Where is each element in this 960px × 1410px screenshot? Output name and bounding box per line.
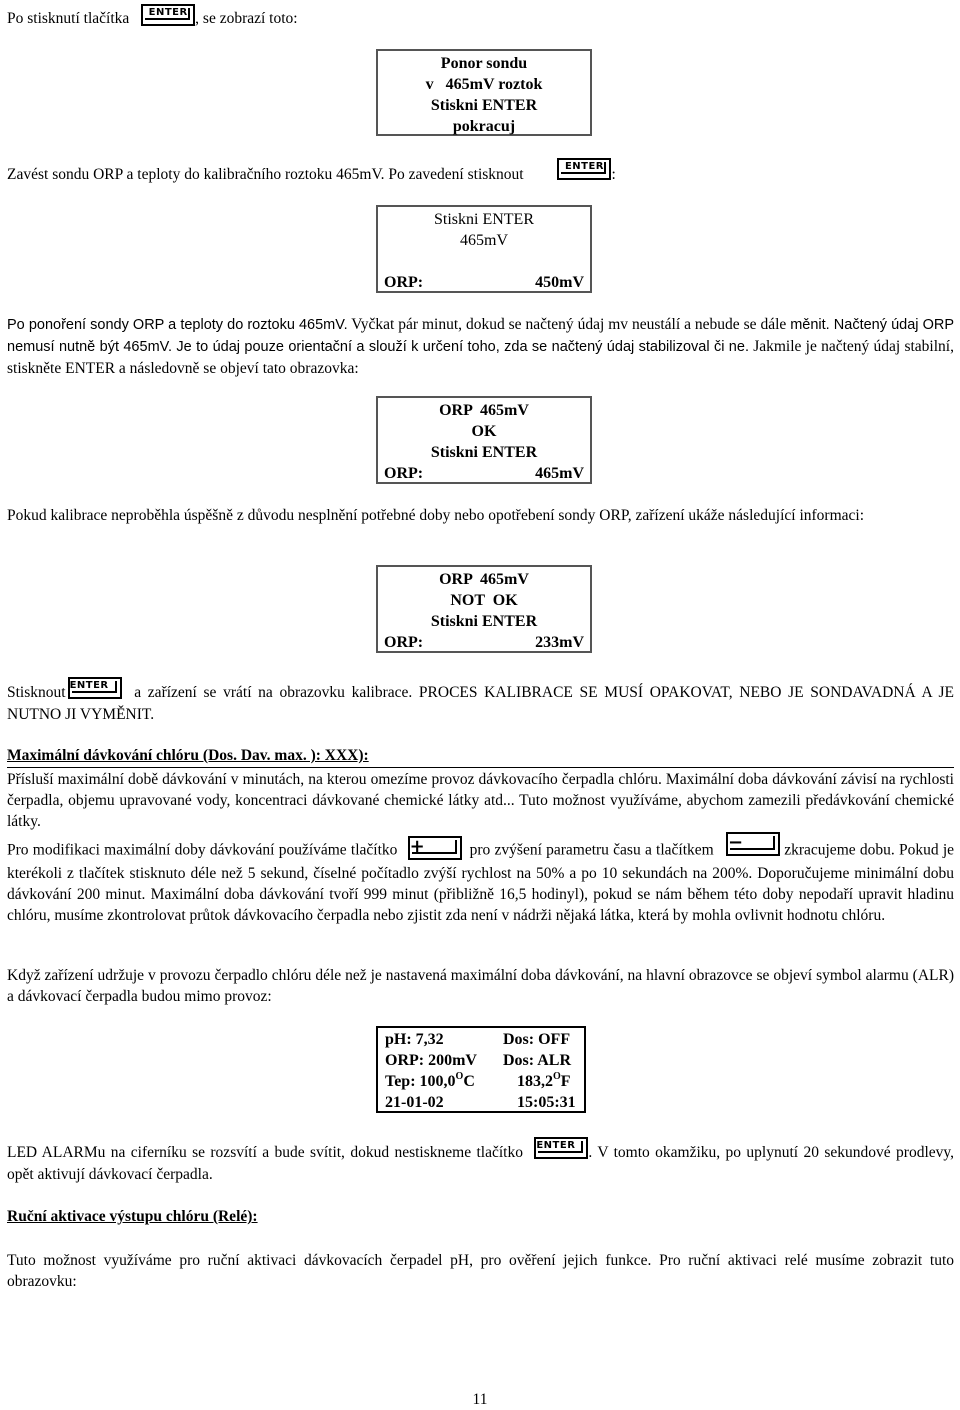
temp-celsius: Tep: $100,0^OC$ bbox=[385, 1070, 475, 1090]
paragraph-alarm bbox=[7, 965, 954, 1007]
display-screen-2 bbox=[376, 205, 592, 293]
para-text: pro zvýšení parametru času a tlačítkem bbox=[469, 841, 714, 859]
screen-row bbox=[385, 1050, 578, 1071]
dos-status: Dos: OFF bbox=[503, 1031, 571, 1048]
para-text: měnit. Načtený údaj ORP nemusí nutně být 465mV. Je to údaj pouze orientační a slouží k určení toho, zda se načtený údaj stabilizoval či ne. bbox=[7, 317, 954, 355]
para-text: Vyčkat pár minut, dokud se načtený údaj mv neustálí a nebude se dále bbox=[347, 316, 787, 333]
display-screen-3 bbox=[376, 396, 592, 484]
intro-line bbox=[7, 8, 954, 30]
para-text: Pro modifikaci maximální doby dávkování používáme tlačítko bbox=[7, 841, 398, 859]
screen-line: Stiskni ENTER bbox=[430, 444, 538, 461]
ph-reading: pH: 7,32 bbox=[385, 1031, 444, 1048]
instruction-line bbox=[7, 161, 954, 186]
orp-label: ORP: bbox=[384, 634, 424, 651]
orp-label: ORP: bbox=[384, 274, 424, 291]
plus-button-icon: + bbox=[408, 836, 462, 860]
enter-button-icon: ENTER bbox=[534, 1137, 588, 1159]
intro-text: Po stisknutí tlačítka bbox=[7, 10, 130, 27]
paragraph-calibration-failure bbox=[7, 505, 954, 526]
screen-line: Ponor sondu bbox=[440, 55, 528, 72]
para-text: Když zařízení udržuje v provozu čerpadlo chlóru déle než je nastavená maximální doba dávkování, na hlavní obrazovce se objeví symbol alarmu (ALR) a dávkovací čerpadla budou mimo provoz: bbox=[7, 967, 954, 1005]
screen-line: OK bbox=[471, 423, 497, 440]
paragraph-max-dosing bbox=[7, 769, 954, 832]
para-text: LED ALARMu na ciferníku se rozsvítí a bude svítit, dokud nestiskneme tlačítko bbox=[7, 1144, 523, 1161]
screen-line: Stiskni ENTER bbox=[430, 613, 538, 630]
screen-line: ORP 465mV bbox=[439, 571, 529, 588]
main-display-screen bbox=[376, 1026, 586, 1113]
paragraph-repeat-calibration bbox=[7, 682, 954, 725]
page-number: 11 bbox=[472, 1391, 488, 1408]
screen-line: pokracuj bbox=[452, 118, 516, 135]
orp-label: ORP: bbox=[384, 465, 424, 482]
screen-row bbox=[385, 1071, 578, 1092]
para-text: Po ponoření sondy ORP a teploty do roztoku 465mV. bbox=[7, 317, 348, 333]
screen-row bbox=[385, 1029, 578, 1050]
enter-button-icon: ENTER bbox=[141, 4, 195, 26]
intro-text-after: , se zobrazí toto: bbox=[195, 10, 298, 27]
orp-reading: ORP: 200mV bbox=[385, 1052, 477, 1069]
display-screen-4 bbox=[376, 565, 592, 653]
paragraph-modify-dosing bbox=[7, 832, 954, 926]
enter-button-icon: ENTER bbox=[68, 677, 122, 699]
screen-line: ORP 465mV bbox=[439, 402, 529, 419]
para-text: . V tomto okamžiku, po uplynutí 20 sekundové prodlevy, opět aktivují dávkovací čerpadla. bbox=[7, 1144, 955, 1184]
screen-line: NOT OK bbox=[450, 592, 518, 609]
screen-line: 465mV bbox=[460, 232, 508, 249]
enter-button-icon: ENTER bbox=[557, 158, 611, 180]
time-reading: 15:05:31 bbox=[517, 1094, 576, 1111]
dos-alarm: Dos: ALR bbox=[503, 1052, 572, 1069]
para-text: Pokud kalibrace neproběhla úspěšně z důvodu nesplnění potřebné doby nebo opotřebení sondy ORP, zařízení ukáže následující informaci: bbox=[7, 507, 864, 524]
para-text: Jakmile je načtený údaj stabilní, stiskněte ENTER a následovně se objeví tato obrazovka: bbox=[7, 338, 954, 377]
date-reading: 21-01-02 bbox=[385, 1094, 444, 1111]
orp-value: 450mV bbox=[535, 274, 584, 291]
orp-value: 465mV bbox=[535, 465, 584, 482]
para-text: Přísluší maximální době dávkování v minutách, na kterou omezíme provoz dávkovacího čerpadla chlóru. Maximální doba dávkování závisí na rychlosti čerpadla, objemu upravované vody, koncentraci dávkované chemické látky atd... Tuto možnost využíváme, abychom zamezili předávkování chemické látky. bbox=[7, 771, 954, 830]
screen-line: v 465mV roztok bbox=[425, 76, 543, 93]
instruction-text-after: : bbox=[611, 166, 616, 183]
screen-line: Stiskni ENTER bbox=[430, 97, 538, 114]
para-text: Stisknout bbox=[7, 684, 66, 701]
screen-reading-row bbox=[378, 272, 590, 293]
orp-value: 233mV bbox=[535, 634, 584, 651]
temp-fahrenheit: $183,2^OF$ bbox=[517, 1070, 571, 1090]
screen-row bbox=[385, 1092, 578, 1113]
minus-button-icon: − bbox=[726, 832, 780, 856]
screen-reading-row bbox=[378, 632, 590, 653]
para-text: zkracujeme dobu. Pokud je kterékoli z tlačítek stisknuto déle než 5 sekund, číselné počítadlo zvýší rychlost na 50% a po 10 sekundách na 200%. Doporučujeme minimální dobu dávkování 200 minut. Maximální doba dávkování tvoří 999 minut (přibližně 16,5 hodinyl), pokud se nám během této doby nepodaří upravit hladinu chlóru, musíme zkontrolovat průtok dávkovacího čerpadla nebo zjistit zda není v nádrži nějaká látka, která by mohla ovlivnit hodnotu chlóru. bbox=[7, 841, 954, 924]
paragraph-manual-activation bbox=[7, 1250, 954, 1292]
para-text: Tuto možnost využíváme pro ruční aktivaci dávkovacích čerpadel pH, pro ověření jejich funkce. Pro ruční aktivaci relé musíme zobrazit tuto obrazovku: bbox=[7, 1252, 954, 1290]
heading-rule bbox=[7, 767, 954, 768]
section-heading-manual-relay: Ruční aktivace výstupu chlóru (Relé): bbox=[7, 1208, 258, 1225]
instruction-text: Zavést sondu ORP a teploty do kalibračního roztoku 465mV. Po zavedení stisknout bbox=[7, 166, 524, 183]
section-heading-max-dosing: Maximální dávkování chlóru (Dos. Dav. max. ): XXX): bbox=[7, 747, 369, 764]
paragraph-led-alarm bbox=[7, 1142, 954, 1185]
paragraph-stabilization bbox=[7, 314, 954, 380]
para-text: a zařízení se vrátí na obrazovku kalibrace. PROCES KALIBRACE SE MUSÍ OPAKOVAT, NEBO JE SONDAVADNÁ A JE NUTNO JI VYMĚNIT. bbox=[7, 684, 954, 724]
screen-reading-row bbox=[378, 463, 590, 484]
screen-line: Stiskni ENTER bbox=[433, 211, 534, 228]
display-screen-1 bbox=[376, 49, 592, 136]
